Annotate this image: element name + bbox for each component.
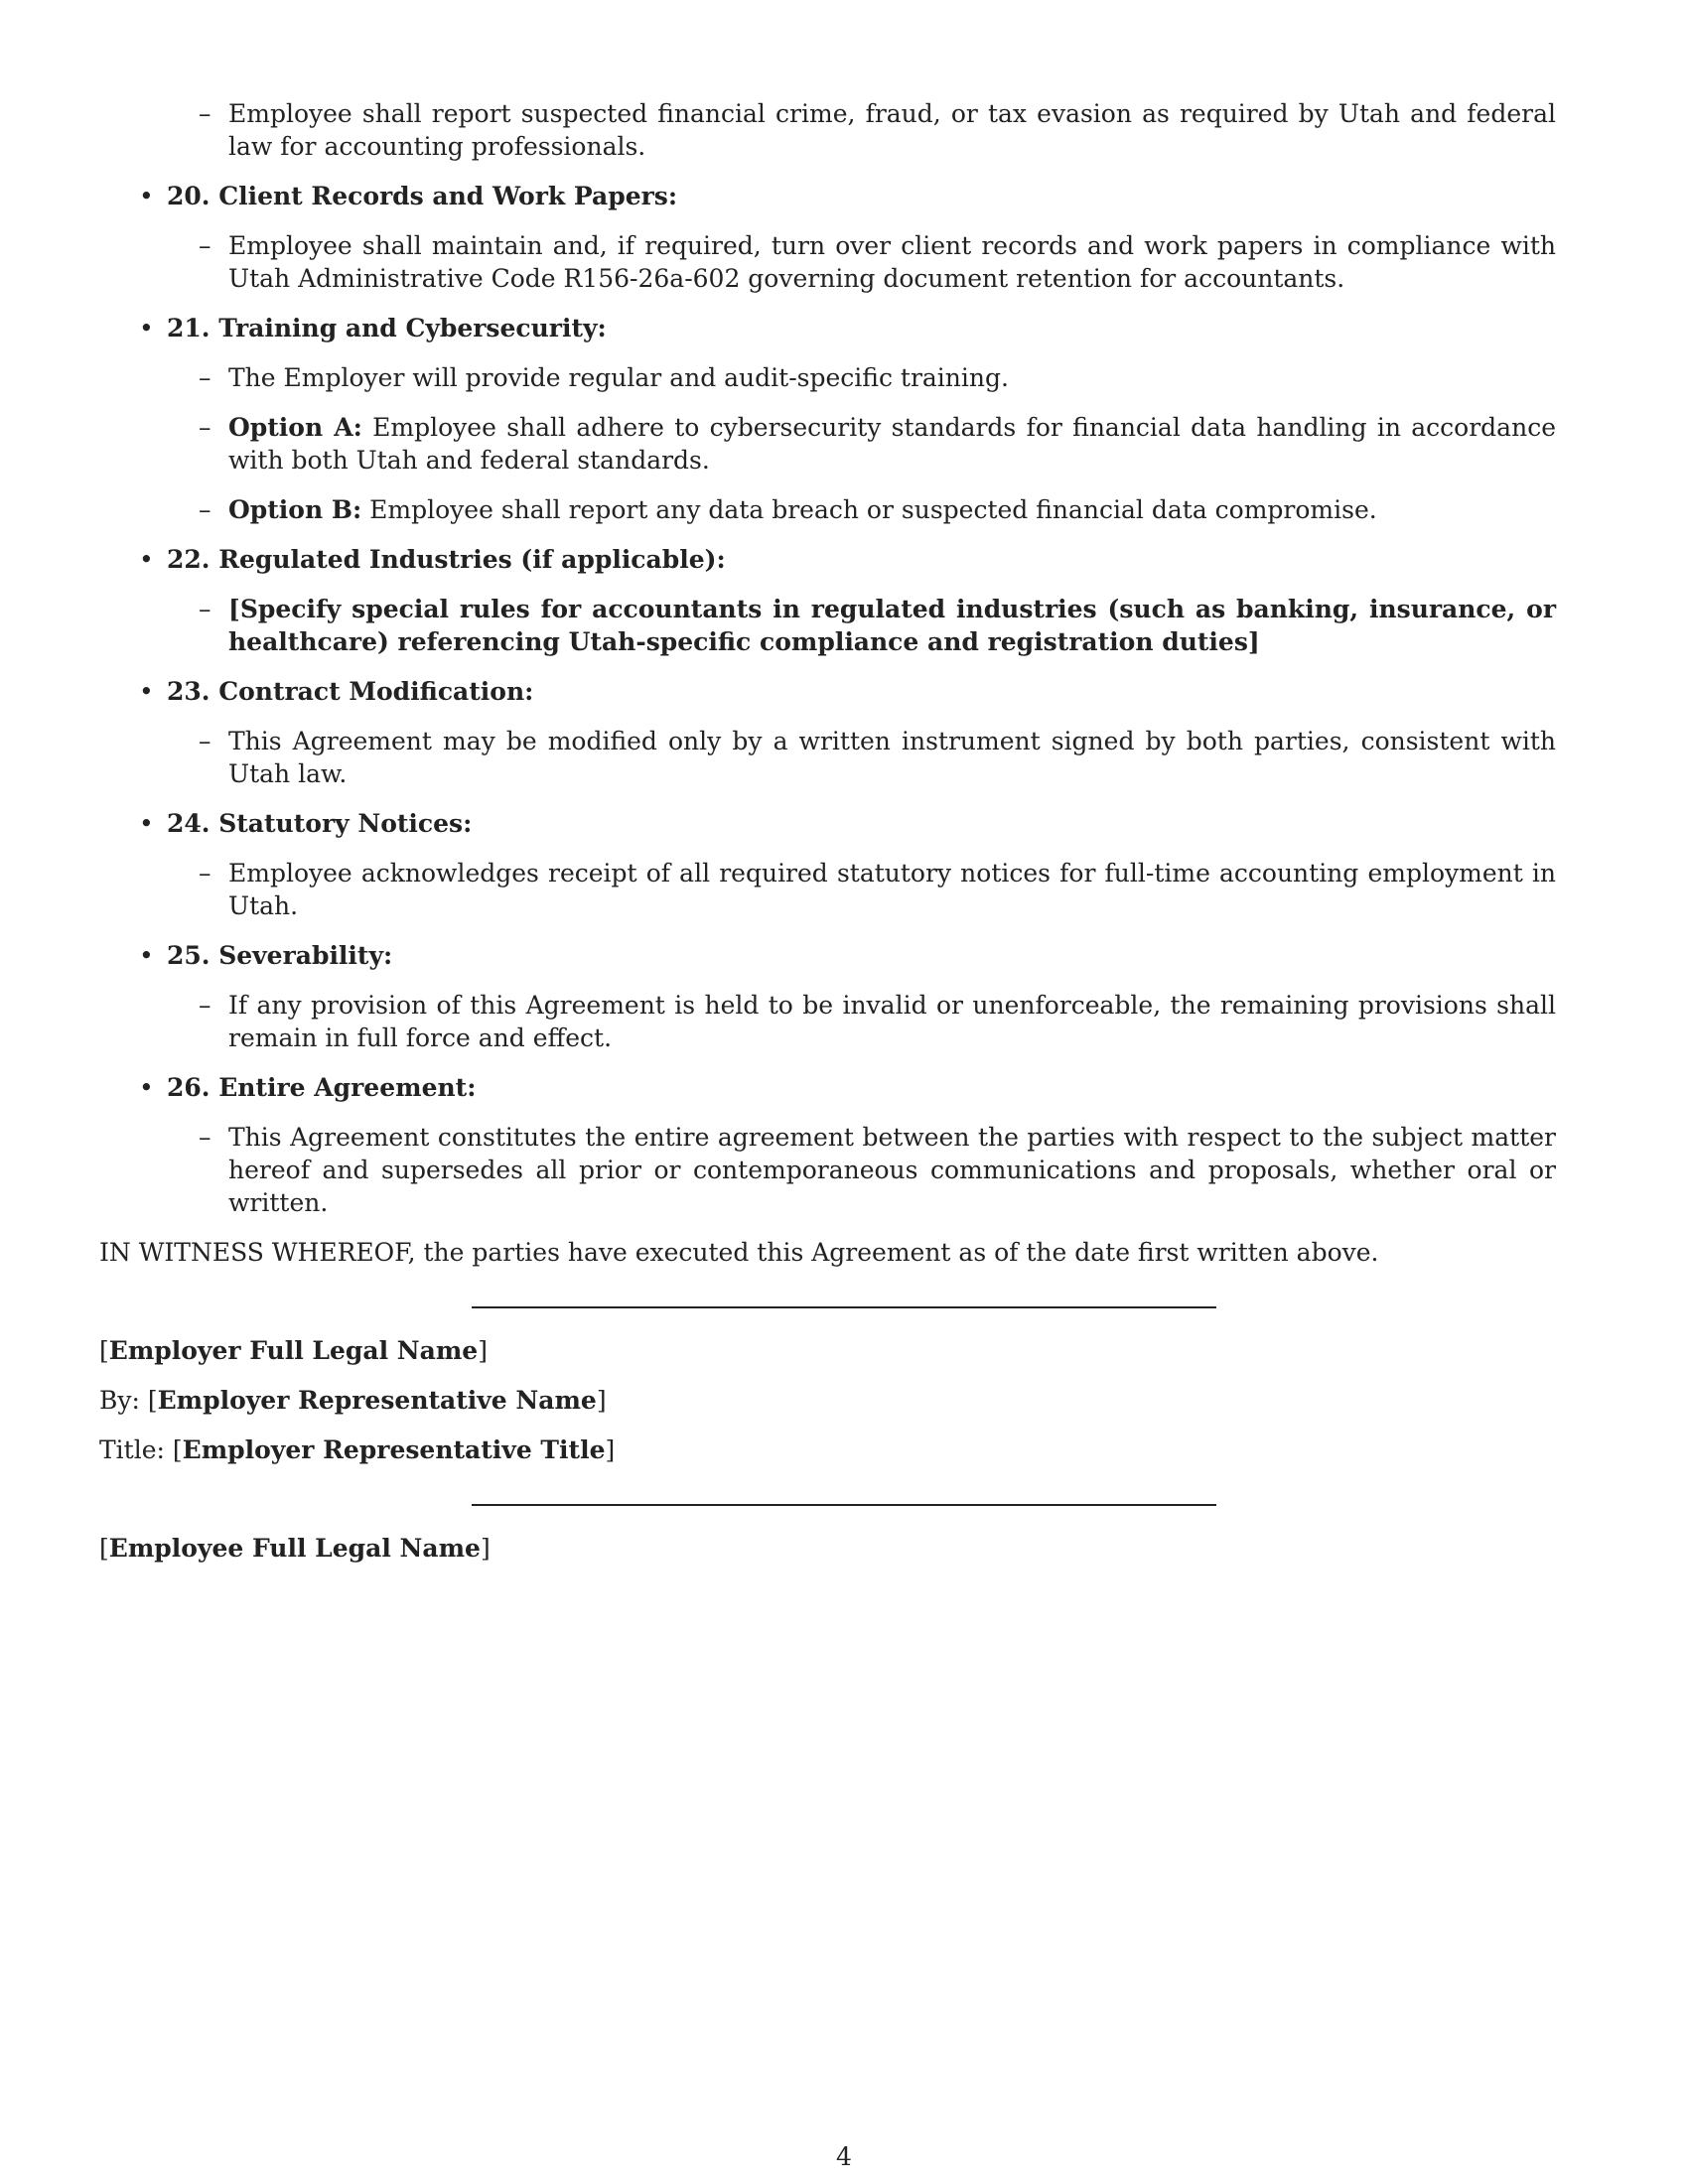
item-text: Employee shall adhere to cybersecurity standards for financial data handling in accordance with both Utah and federal standards.	[228, 413, 1556, 475]
dash-marker: –	[199, 413, 211, 442]
item-text: This Agreement constitutes the entire agreement between the parties with respect to the subject matter hereof and supersedes all prior or contemporaneous communications and proposals, whether oral or written.	[228, 1123, 1556, 1217]
employer-name: Employer Full Legal Name	[108, 1336, 479, 1365]
dash-marker: –	[199, 99, 211, 128]
title-label: Title:	[99, 1435, 165, 1464]
dash-marker: –	[199, 1123, 211, 1152]
document-page	[99, 97, 1589, 1565]
item-text: The Employer will provide regular and audit-specific training.	[228, 363, 1009, 392]
intro-item	[99, 97, 1556, 163]
placeholder-text: [Specify special rules for accountants in regulated industries (such as banking, insurance, or healthcare) referencing Utah-specific compliance and registration duties]	[228, 595, 1556, 656]
employer-by-line: By: [Employer Representative Name]	[99, 1386, 607, 1415]
section-23-item-1	[99, 725, 1556, 790]
option-label: Option A:	[228, 413, 362, 442]
section-heading-24	[99, 807, 1589, 840]
section-heading-text: 26. Entire Agreement:	[167, 1073, 477, 1102]
employer-representative-title: Employer Representative Title	[182, 1435, 606, 1464]
witness-clause: IN WITNESS WHEREOF, the parties have executed this Agreement as of the date first written above.	[99, 1238, 1379, 1267]
item-text: Employee acknowledges receipt of all required statutory notices for full-time accounting employment in Utah.	[228, 859, 1556, 920]
bullet-marker: •	[139, 545, 154, 574]
dash-marker: –	[199, 495, 211, 524]
item-text: If any provision of this Agreement is held to be invalid or unenforceable, the remaining provisions shall remain in full force and effect.	[228, 991, 1556, 1052]
section-heading-22	[99, 543, 1589, 576]
dash-marker: –	[199, 595, 211, 623]
bullet-marker: •	[139, 677, 154, 706]
section-26-item-1	[99, 1121, 1556, 1219]
dash-marker: –	[199, 363, 211, 392]
item-text: Employee shall maintain and, if required, turn over client records and work papers in compliance with Utah Administrative Code R156-26a-602 governing document retention for accountants.	[228, 231, 1556, 293]
item-text: Employee shall report any data breach or suspected financial data compromise.	[361, 495, 1377, 524]
dash-marker: –	[199, 859, 211, 887]
employee-name: Employee Full Legal Name	[108, 1534, 481, 1563]
section-heading-25	[99, 939, 1589, 972]
section-heading-26	[99, 1071, 1589, 1104]
section-heading-text: 23. Contract Modification:	[167, 677, 534, 706]
section-heading-21	[99, 312, 1589, 344]
section-heading-23	[99, 675, 1589, 708]
section-21-item-1	[99, 361, 1556, 394]
employee-name-line: [Employee Full Legal Name]	[99, 1534, 491, 1563]
bullet-marker: •	[139, 182, 154, 210]
employer-title-line: Title: [Employer Representative Title]	[99, 1435, 616, 1464]
section-20-item-1	[99, 229, 1556, 295]
option-label: Option B:	[228, 495, 362, 524]
dash-marker: –	[199, 727, 211, 755]
section-heading-text: 24. Statutory Notices:	[167, 809, 473, 838]
intro-item-text: Employee shall report suspected financial crime, fraud, or tax evasion as required by Utah and federal law for accounting professionals.	[228, 99, 1556, 161]
bullet-marker: •	[139, 941, 154, 970]
bullet-marker: •	[139, 314, 154, 342]
bullet-marker: •	[139, 1073, 154, 1102]
page-number: 4	[836, 2142, 852, 2171]
section-24-item-1	[99, 857, 1556, 922]
item-text: This Agreement may be modified only by a written instrument signed by both parties, consistent with Utah law.	[228, 727, 1556, 788]
section-21-option-b	[99, 493, 1556, 526]
section-22-item-1	[99, 593, 1556, 658]
section-heading-text: 25. Severability:	[167, 941, 393, 970]
section-heading-text: 22. Regulated Industries (if applicable):	[167, 545, 726, 574]
by-label: By:	[99, 1386, 140, 1415]
bullet-marker: •	[139, 809, 154, 838]
section-heading-text: 21. Training and Cybersecurity:	[167, 314, 607, 342]
employer-representative-name: Employer Representative Name	[157, 1386, 597, 1415]
dash-marker: –	[199, 991, 211, 1020]
section-heading-20	[99, 180, 1589, 212]
section-heading-text: 20. Client Records and Work Papers:	[167, 182, 678, 210]
section-25-item-1	[99, 989, 1556, 1054]
employer-name-line: [Employer Full Legal Name]	[99, 1336, 488, 1365]
section-21-option-a	[99, 411, 1556, 477]
dash-marker: –	[199, 231, 211, 260]
